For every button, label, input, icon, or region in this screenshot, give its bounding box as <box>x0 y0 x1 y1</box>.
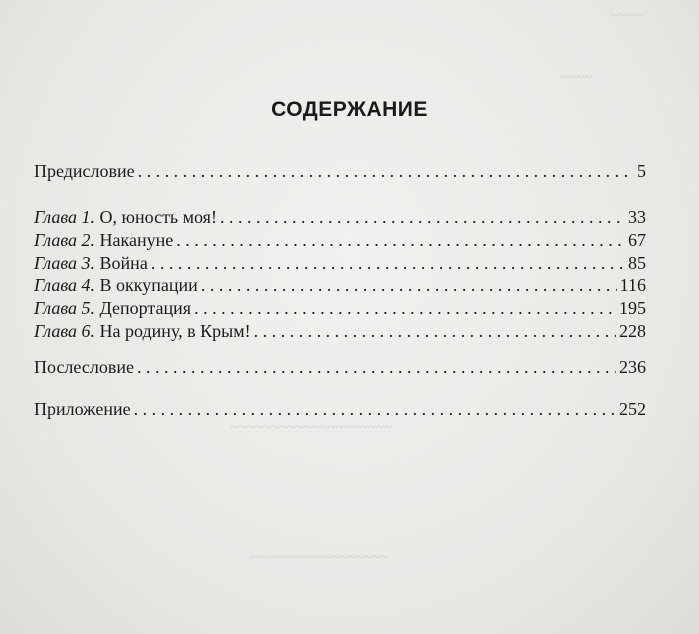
toc-entry-chapter-1[interactable] <box>34 206 646 228</box>
toc-entry-label <box>34 229 173 251</box>
leader-dots <box>138 160 634 182</box>
toc-entry-chapter-5[interactable] <box>34 297 646 319</box>
toc-entry-chapter-3[interactable] <box>34 252 646 274</box>
show-through-decoration: ~~~~~~~~~~~~~~~~~~~~ <box>230 420 393 436</box>
toc-page-number: 252 <box>619 399 646 419</box>
toc-page-number: 195 <box>619 298 646 318</box>
chapter-title: В оккупации <box>95 275 198 295</box>
contents-heading: СОДЕРЖАНИЕ <box>271 98 428 121</box>
toc-page-number: 67 <box>628 230 646 250</box>
chapter-title: Депортация <box>95 298 192 318</box>
leader-dots <box>201 274 617 296</box>
leader-dots <box>176 229 625 251</box>
toc-entry-label: Приложение <box>34 399 131 419</box>
chapter-title: Война <box>95 253 148 273</box>
toc-entry-preface[interactable] <box>34 160 646 182</box>
chapter-number: Глава 6. <box>34 321 96 341</box>
chapter-number: Глава 4. <box>34 275 96 295</box>
toc-entry-chapter-4[interactable] <box>34 274 646 296</box>
toc-page-number: 116 <box>619 275 646 295</box>
toc-entry-label <box>34 297 191 319</box>
chapter-title: Накануне <box>95 230 174 250</box>
toc-page-number: 228 <box>619 321 646 341</box>
leader-dots <box>194 297 616 319</box>
toc-entry-chapter-2[interactable] <box>34 229 646 251</box>
leader-dots <box>254 320 616 342</box>
toc-entry-afterword[interactable] <box>34 356 646 378</box>
chapter-number: Глава 1. <box>34 207 96 227</box>
show-through-decoration: ~~~~ <box>560 70 593 86</box>
leader-dots <box>137 356 616 378</box>
toc-entry-label <box>34 206 217 228</box>
toc-page-number: 85 <box>628 253 646 273</box>
chapter-title: О, юность моя! <box>95 207 217 227</box>
leader-dots <box>134 398 616 420</box>
chapter-number: Глава 5. <box>34 298 96 318</box>
toc-entry-label: Предисловие <box>34 161 135 181</box>
leader-dots <box>151 252 625 274</box>
toc-entry-appendix[interactable] <box>34 398 646 420</box>
chapter-number: Глава 2. <box>34 230 96 250</box>
toc-page-number: 5 <box>637 161 646 181</box>
toc-entry-label <box>34 320 251 342</box>
toc-entry-label: Послесловие <box>34 357 134 377</box>
toc-entry-label <box>34 274 198 296</box>
toc-entry-label <box>34 252 148 274</box>
toc-entry-chapter-6[interactable] <box>34 320 646 342</box>
leader-dots <box>220 206 625 228</box>
show-through-decoration: ~~~~ <box>610 8 643 24</box>
chapter-number: Глава 3. <box>34 253 96 273</box>
show-through-decoration: ~~~~~~~~~~~~~~~~~ <box>250 550 388 566</box>
toc-page-number: 33 <box>628 207 646 227</box>
toc-page-number: 236 <box>619 357 646 377</box>
chapter-title: На родину, в Крым! <box>95 321 251 341</box>
